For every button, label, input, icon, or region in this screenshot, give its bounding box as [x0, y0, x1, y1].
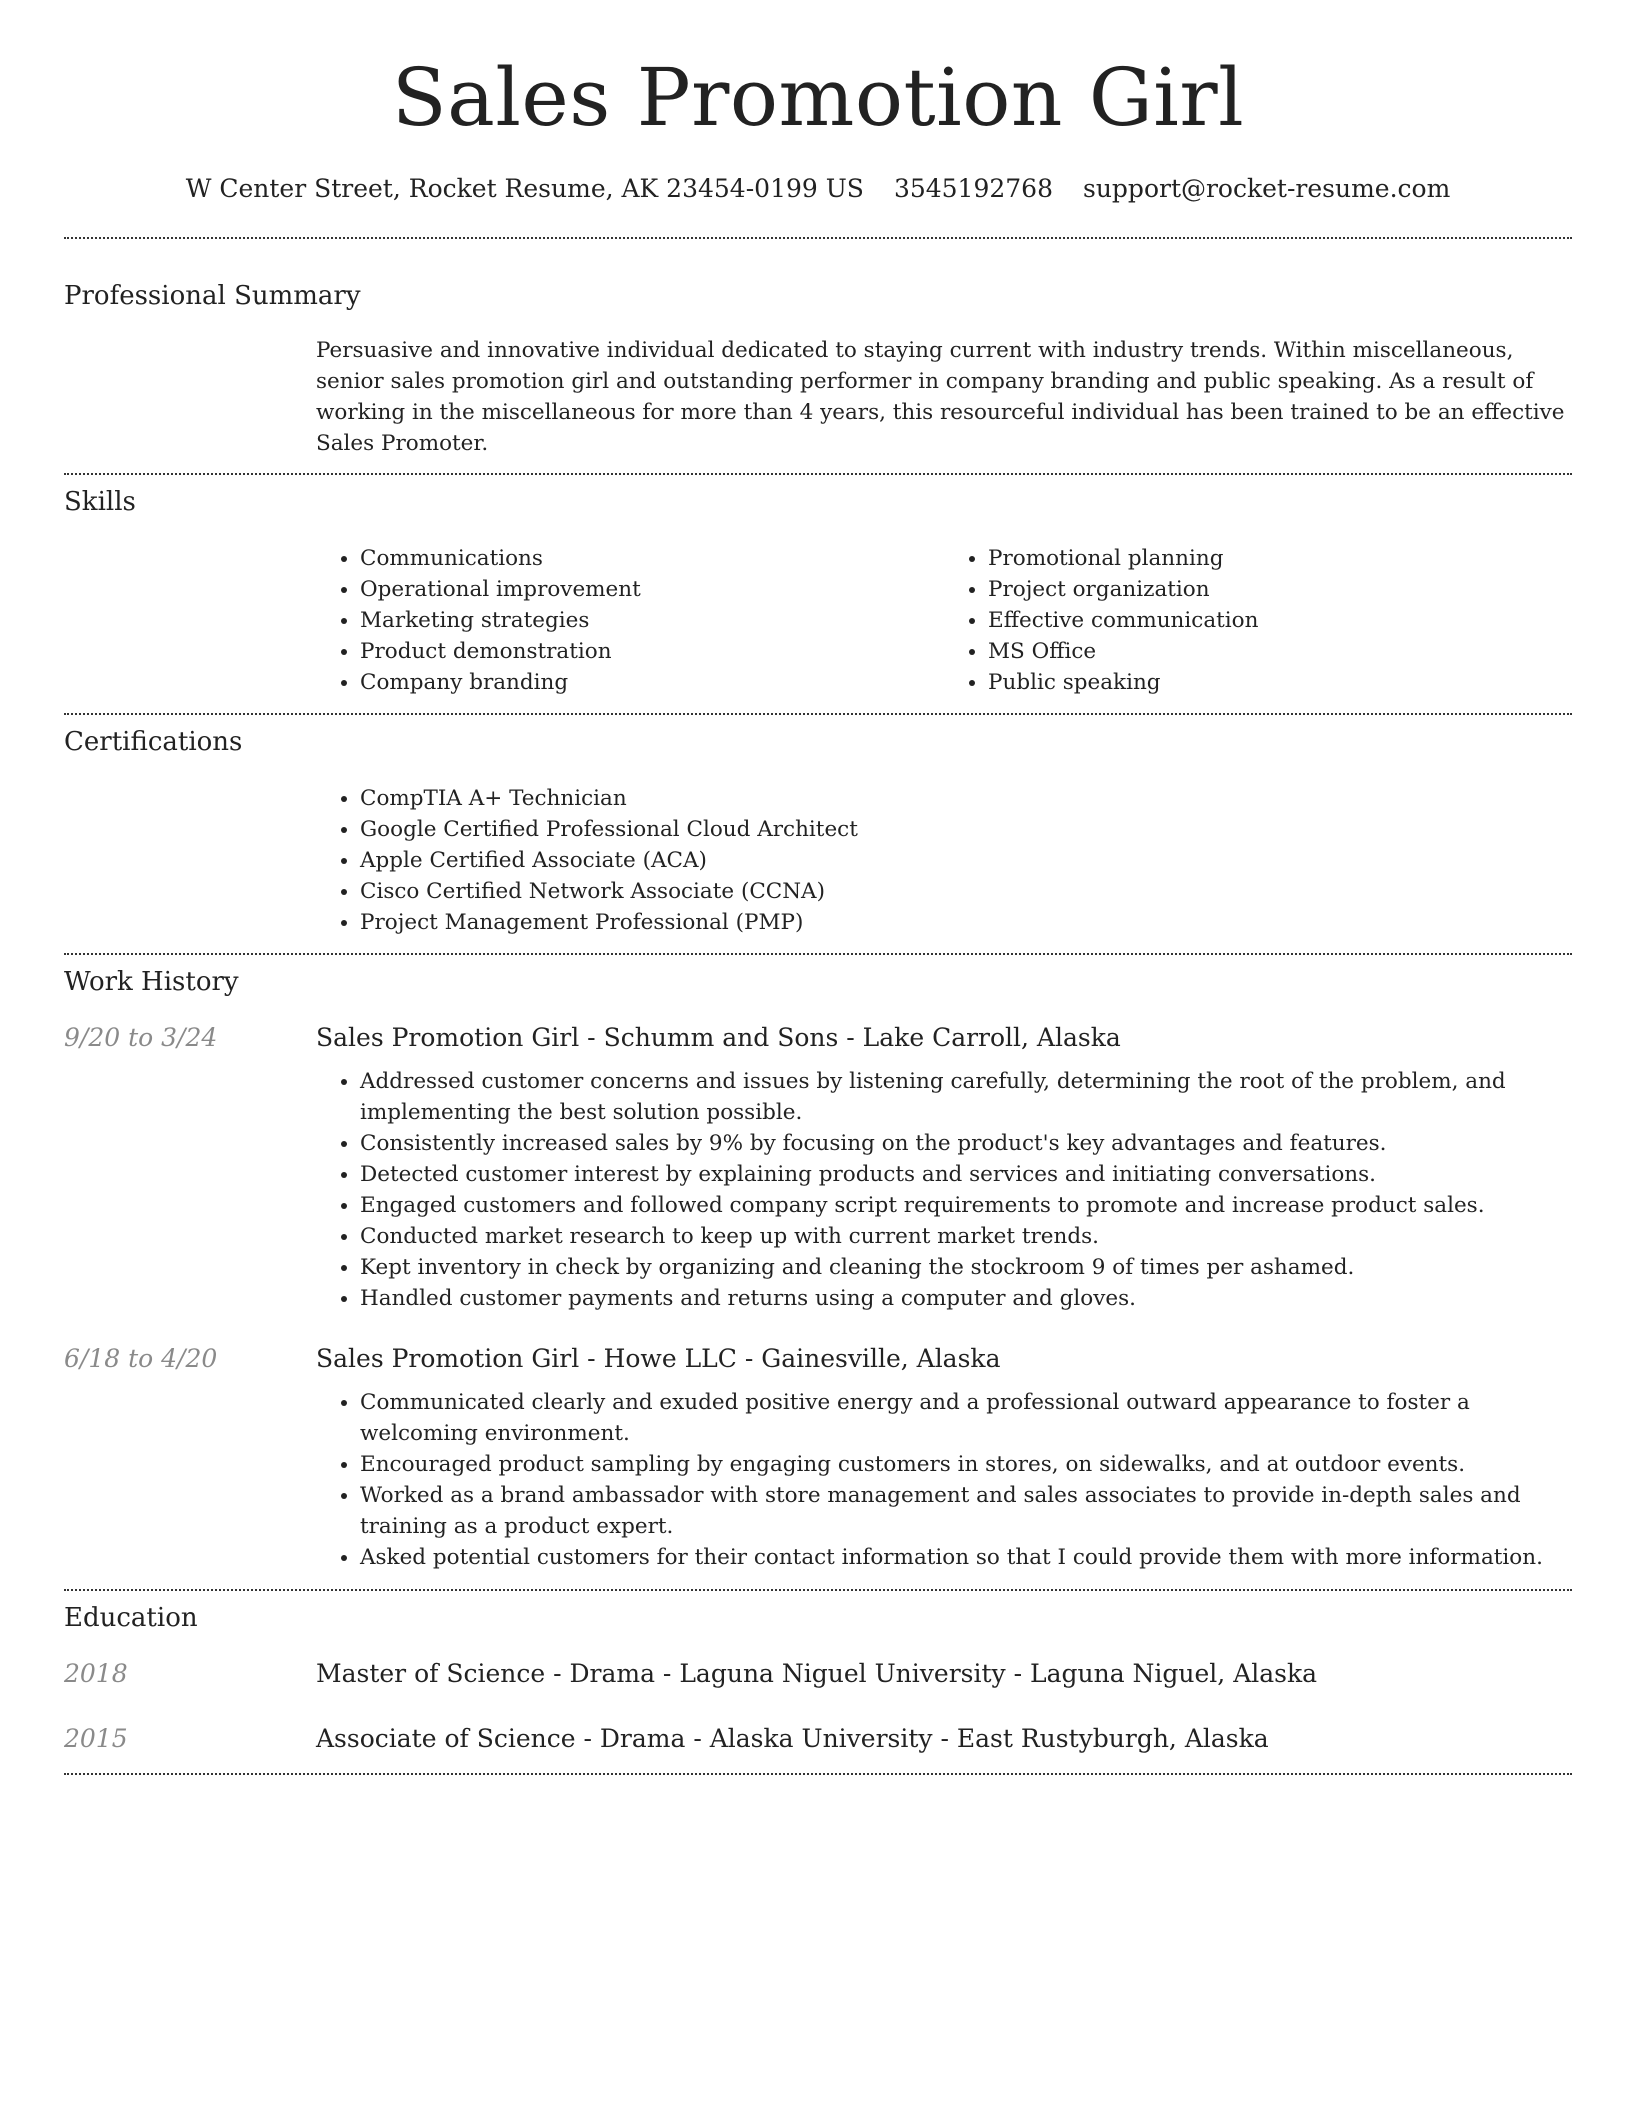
certifications-list	[316, 783, 1572, 938]
skills-divider	[64, 713, 1572, 715]
contact-email: support@rocket-resume.com	[1083, 174, 1451, 203]
skill-item: • Project organization	[988, 574, 1572, 605]
job-duty-item: • Communicated clearly and exuded positive energy and a professional outward appearance to foster a welcoming environment.	[360, 1387, 1572, 1449]
certifications-divider	[64, 953, 1572, 955]
job-title: Sales Promotion Girl - Howe LLC - Gainesville, Alaska	[316, 1344, 1001, 1373]
job-duty-item: • Asked potential customers for their contact information so that I could provide them with more information.	[360, 1542, 1572, 1573]
education-heading: Education	[64, 1603, 198, 1633]
education-entry	[64, 1724, 1572, 1753]
skill-item: • Product demonstration	[360, 636, 944, 667]
education-entry	[64, 1659, 1572, 1688]
job-duty-item: • Addressed customer concerns and issues by listening carefully, determining the root of the problem, and implementing the best solution possible.	[360, 1066, 1572, 1128]
certification-item: • Cisco Certified Network Associate (CCNA)	[360, 876, 1572, 907]
education-year: 2018	[64, 1659, 128, 1688]
contact-address: W Center Street, Rocket Resume, AK 23454-0199 US	[185, 174, 864, 203]
skills-heading: Skills	[64, 487, 136, 517]
job-dates: 9/20 to 3/24	[64, 1023, 218, 1052]
skills-column-left	[316, 543, 944, 698]
skill-item: • Public speaking	[988, 667, 1572, 698]
skill-item: • Operational improvement	[360, 574, 944, 605]
work-history-heading: Work History	[64, 967, 239, 997]
summary-heading: Professional Summary	[64, 281, 361, 311]
job-duty-item: • Kept inventory in check by organizing and cleaning the stockroom 9 of times per ashamed.	[360, 1252, 1572, 1283]
skill-item: • Effective communication	[988, 605, 1572, 636]
education-degree: Associate of Science - Drama - Alaska University - East Rustyburgh, Alaska	[316, 1724, 1269, 1753]
job-duty-item: • Encouraged product sampling by engaging customers in stores, on sidewalks, and at outdoor events.	[360, 1449, 1572, 1480]
certifications-heading: Certifications	[64, 727, 243, 757]
contact-line	[64, 174, 1572, 203]
certification-item: • Apple Certified Associate (ACA)	[360, 845, 1572, 876]
certification-item: • CompTIA A+ Technician	[360, 783, 1572, 814]
skill-item: • Company branding	[360, 667, 944, 698]
job-duty-item: • Engaged customers and followed company script requirements to promote and increase product sales.	[360, 1190, 1572, 1221]
education-year: 2015	[64, 1724, 128, 1753]
skills-list	[316, 543, 1572, 698]
job-duty-item: • Consistently increased sales by 9% by focusing on the product's key advantages and features.	[360, 1128, 1572, 1159]
job-dates: 6/18 to 4/20	[64, 1344, 218, 1373]
candidate-name: Sales Promotion Girl	[391, 51, 1245, 144]
contact-phone: 3545192768	[893, 174, 1053, 203]
job-duty-item: • Conducted market research to keep up with current market trends.	[360, 1221, 1572, 1252]
education-degree: Master of Science - Drama - Laguna Niguel University - Laguna Niguel, Alaska	[316, 1659, 1318, 1688]
education-divider	[64, 1773, 1572, 1775]
job-header	[64, 1023, 1572, 1052]
job-duties	[316, 1387, 1572, 1573]
job-title: Sales Promotion Girl - Schumm and Sons - Lake Carroll, Alaska	[316, 1023, 1121, 1052]
skill-item: • Communications	[360, 543, 944, 574]
job-duties	[316, 1066, 1572, 1314]
summary-divider	[64, 473, 1572, 475]
skills-column-right	[944, 543, 1572, 698]
job-duty-item: • Worked as a brand ambassador with store management and sales associates to provide in-depth sales and training as a product expert.	[360, 1480, 1572, 1542]
summary-text: Persuasive and innovative individual dedicated to staying current with industry trends. Within miscellaneous, senior sales promotion girl and outstanding performer in company branding and public speaking. As a result of working in the miscellaneous for more than 4 years, this resourceful individual has been trained to be an effective Sales Promoter.	[316, 338, 1565, 456]
resume-page	[64, 0, 1572, 1775]
skill-item: • Promotional planning	[988, 543, 1572, 574]
header-divider	[64, 237, 1572, 239]
certification-item: • Google Certified Professional Cloud Architect	[360, 814, 1572, 845]
certification-item: • Project Management Professional (PMP)	[360, 907, 1572, 938]
skill-item: • MS Office	[988, 636, 1572, 667]
job-duty-item: • Detected customer interest by explaining products and services and initiating conversations.	[360, 1159, 1572, 1190]
job-header	[64, 1344, 1572, 1373]
job-duty-item: • Handled customer payments and returns using a computer and gloves.	[360, 1283, 1572, 1314]
work-divider	[64, 1589, 1572, 1591]
skill-item: • Marketing strategies	[360, 605, 944, 636]
